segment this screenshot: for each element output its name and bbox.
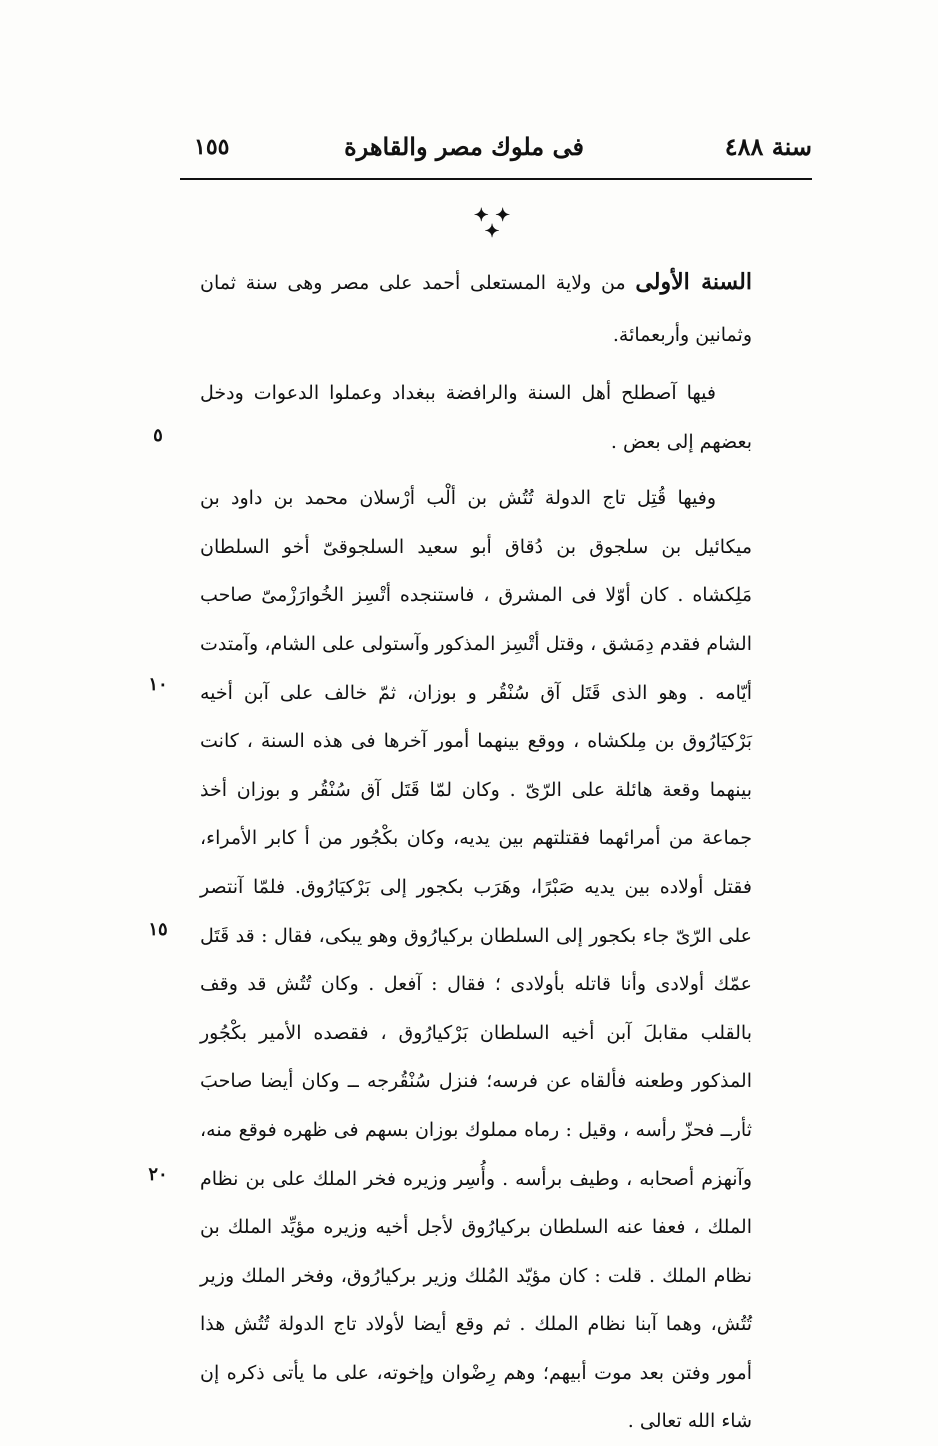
paragraph-sunna-rafida: فيها آصطلح أهل السنة والرافضة ببغداد وعملوا الدعوات ودخل بعضهم إلى بعض . xyxy=(200,382,752,453)
line-number-5: ٥ xyxy=(153,425,163,446)
line-number-15: ١٥ xyxy=(148,919,168,940)
header-year: سنة ٤٨٨ xyxy=(724,132,812,161)
page-number: ١٥٥ xyxy=(194,134,230,160)
body-text xyxy=(200,256,752,1446)
year-heading-rest: من ولاية المستعلى أحمد على مصر وهى سنة ثمان وثمانين وأربعمائة. xyxy=(200,272,752,346)
page-header xyxy=(180,132,812,176)
line-number-20: ٢٠ xyxy=(148,1164,168,1185)
header-title: فى ملوك مصر والقاهرة xyxy=(344,132,584,161)
paragraph-tutush: وفيها قُتِل تاج الدولة تُتُش بن ألْب أرْسلان محمد بن داود بن ميكائيل بن سلجوق بن دُقاق أبو سعيد السلجوقىّ أخو السلطان مَلِكشاه . كان أوّلا فى المشرق ، فاستنجده أتْسِز الخُوارَزْمىّ صاحب الشام فقدم دِمَشق ، وقتل أتْسِز المذكور وآستولى على الشام، وآمتدت أيّامه . وهو الذى قَتَل آق سُنْقُر و بوزان، ثمّ خالف على آبن أخيه بَرْكيَارُوق بن مِلكشاه ، ووقع بينهما أمور آخرها فى هذه السنة ، كانت بينهما وقعة هائلة على الرّىّ . وكان لمّا قَتَل آق سُنْقُر و بوزان أخذ جماعة من أمرائهما فقتلتهم بين يديه، وكان بكْجُور من أ كابر الأمراء، فقتل أولاده بين يديه صَبْرًا، وهَرَب بكجور إلى بَرْكيَارُوق. فلمّا آنتصر على الرّىّ جاء بكجور إلى السلطان بركيارُوق وهو يبكى، فقال : قد قَتَل عمّك أولادى وأنا قاتله بأولادى ؛ فقال : آفعل . وكان تُتُش قد وقف بالقلب مقابلَ آبن أخيه السلطان بَرْكيارُوق ، فقصده الأمير بكْجُور المذكور وطعنه فألقاه عن فرسه؛ فنزل سُنْقُرجه ــ وكان أيضا صاحبَ ثأرــ فحزّ رأسه ، وقيل : رماه مملوك بوزان بسهم فى ظهره فوقع منه، وآنهزم أصحابه ، وطيف برأسه . وأُسِر وزيره فخر الملك على بن نظام الملك ، فعفا عنه السلطان بركيارُوق لأجل أخيه وزيره مؤيِّد الملك بن نظام الملك . قلت : كان مؤيّد المُلك وزير بركيارُوق، وفخر الملك وزير تُتُش، وهما آبنا نظام الملك . ثم وقع أيضا لأولاد تاج الدولة تُتُش هذا أمور وفتن بعد موت أبيهم؛ وهم رِضْوان وإخوته، على ما يأتى ذكره إن شاء الله تعالى . xyxy=(200,487,752,1433)
header-rule xyxy=(180,178,812,180)
year-heading-lead: السنة الأولى xyxy=(635,269,752,295)
year-heading-paragraph xyxy=(200,256,752,361)
ornament-stars: ✦ ✦ ✦ xyxy=(473,205,511,242)
line-number-10: ١٠ xyxy=(148,674,168,695)
